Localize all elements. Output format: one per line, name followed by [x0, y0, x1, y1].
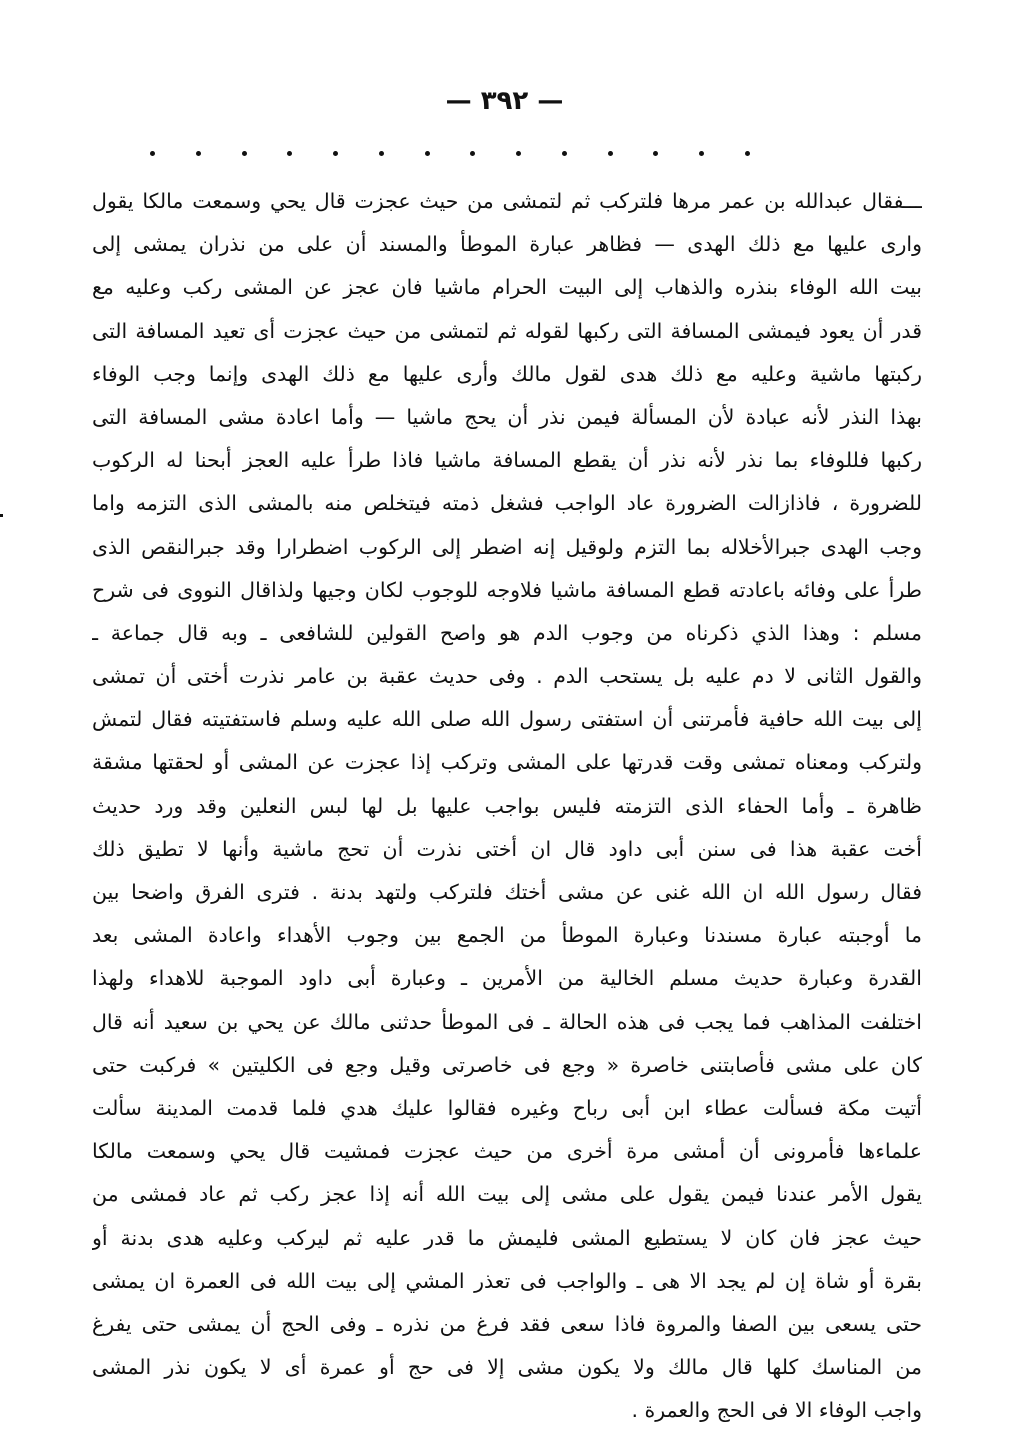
- separator-dot: [470, 151, 475, 156]
- text-line: وارى عليها مع ذلك الهدى — فظاهر عبارة الموطأ والمسند أن على من نذران يمشى إلى: [92, 232, 922, 257]
- text-line: مسلم : وهذا الذي ذكرناه من وجوب الدم هو واصح القولين للشافعى ـ وبه قال جماعة ـ: [92, 620, 922, 645]
- separator-dot: [196, 151, 201, 156]
- text-line: فقال رسول الله ان الله غنى عن مشى أختك فلتركب ولتهد بدنة . فترى الفرق واضحا بين: [92, 880, 922, 904]
- separator-dots: [150, 146, 750, 160]
- text-line: إلى بيت الله حافية فأمرتنى أن استفتى رسول الله صلى الله عليه وسلم فاستفتيته فقال لتمش: [92, 707, 922, 732]
- text-line: ولتركب ومعناه تمشى وقت قدرتها على المشى وتركب إذا عجزت عن المشى أو لحقتها مشقة: [92, 750, 922, 775]
- text-line: كان على مشى فأصابتنى خاصرة « وجع فى خاصرتى وقيل وجع فى الكليتين » فركبت حتى: [92, 1052, 922, 1077]
- text-line: طرأ على وفائه باعادته قطع المسافة ماشيا فلاوجه للوجوب لكان وجيها ولذاقال النووى فى شرح: [92, 577, 922, 602]
- separator-dot: [287, 151, 292, 156]
- text-line: قدر أن يعود فيمشى المسافة التى ركبها لقوله ثم لتمشى من حيث عجزت أى تعيد المسافة التى: [92, 318, 922, 343]
- text-line: بقرة أو شاة إن لم يجد الا هى ـ والواجب فى تعذر المشي إلى بيت الله فى العمرة ان يمشى: [92, 1268, 922, 1293]
- text-line: ظاهرة ـ وأما الحفاء الذى التزمته فليس بواجب عليها بل لها لبس النعلين وقد ورد حديث: [92, 793, 922, 818]
- separator-dot: [242, 151, 247, 156]
- separator-dot: [699, 151, 704, 156]
- text-line: أخت عقبة هذا فى سنن أبى داود قال ان أختى نذرت أن تحج ماشية وأنها لا تطيق ذلك: [92, 836, 922, 861]
- text-line: علماءها فأمرونى أن أمشى مرة أخرى من حيث عجزت فمشيت قال يحي وسمعت مالكا: [92, 1139, 922, 1164]
- separator-dot: [150, 151, 155, 156]
- separator-dot: [333, 151, 338, 156]
- separator-dot: [379, 151, 384, 156]
- text-line: بهذا النذر لأنه عبادة لأن المسألة فيمن نذر أن يحج ماشيا — وأما اعادة مشى المسافة التى: [92, 404, 922, 429]
- separator-dot: [516, 151, 521, 156]
- separator-dot: [562, 151, 567, 156]
- text-line: أتيت مكة فسألت عطاء ابن أبى رباح وغيره فقالوا عليك هدي فلما قدمت المدينة سألت: [92, 1095, 922, 1120]
- body-text: [92, 180, 922, 1432]
- text-line: ـــفقال عبدالله بن عمر مرها فلتركب ثم لتمشى من حيث عجزت قال يحي وسمعت مالكا يقول: [92, 189, 922, 213]
- page-number: — ٣٩٢ —: [445, 86, 564, 116]
- separator-dot: [745, 151, 750, 156]
- text-line: اختلفت المذاهب فما يجب فى هذه الحالة ـ فى الموطأ حدثنى مالك عن يحي بن سعيد أنه قال: [92, 1009, 922, 1034]
- separator-dot: [608, 151, 613, 156]
- text-line: بيت الله الوفاء بنذره والذهاب إلى البيت الحرام ماشيا فان عجز عن المشى ركب وعليه مع: [92, 275, 922, 300]
- separator-dot: [425, 151, 430, 156]
- text-line: واجب الوفاء الا فى الحج والعمرة .: [631, 1398, 922, 1423]
- text-line: القدرة وعبارة حديث مسلم الخالية من الأمرين ـ وعبارة أبى داود الموجبة للاهداء ولهذا: [92, 966, 922, 991]
- text-line: للضرورة ، فاذازالت الضرورة عاد الواجب فشغل ذمته فيتخلص منه بالمشى الذى التزمه واما: [92, 491, 922, 516]
- text-line: ما أوجبته عبارة مسندنا وعبارة الموطأ من الجمع بين وجوب الأهداء واعادة المشى بعد: [92, 923, 922, 948]
- text-line: وجب الهدى جبرالأخلاله بما التزم ولوقيل إنه اضطر إلى الركوب اضطرارا وقد جبرالنقص الذى: [92, 534, 922, 559]
- separator-dot: [653, 151, 658, 156]
- scan-mark: [0, 514, 3, 517]
- text-line: والقول الثانى لا دم عليه بل يستحب الدم . وفى حديث عقبة بن عامر نذرت أختى أن تمشى: [92, 664, 922, 689]
- text-line: من المناسك كلها قال مالك ولا يكون مشى إلا فى حج أو عمرة أى لا يكون نذر المشى: [92, 1355, 922, 1380]
- text-line: يقول الأمر عندنا فيمن يقول على مشى إلى بيت الله أنه إذا عجز ركب ثم عاد فمشى من: [92, 1182, 922, 1207]
- text-line: ركبها فللوفاء بما نذر لأنه نذر أن يقطع المسافة ماشيا فاذا طرأ عليه العجز أبحنا له الركوب: [92, 448, 922, 473]
- text-line: حيث عجز فان كان لا يستطيع المشى فليمش ما قدر عليه ثم ليركب وعليه هدى بدنة أو: [92, 1225, 922, 1250]
- text-line: حتى يسعى بين الصفا والمروة فاذا سعى فقد فرغ من نذره ـ وفى الحج أن يمشى حتى يفرغ: [92, 1311, 922, 1336]
- text-line: ركبتها ماشية وعليه مع ذلك هدى لقول مالك وأرى عليها مع ذلك الهدى وإنما وجب الوفاء: [92, 361, 922, 386]
